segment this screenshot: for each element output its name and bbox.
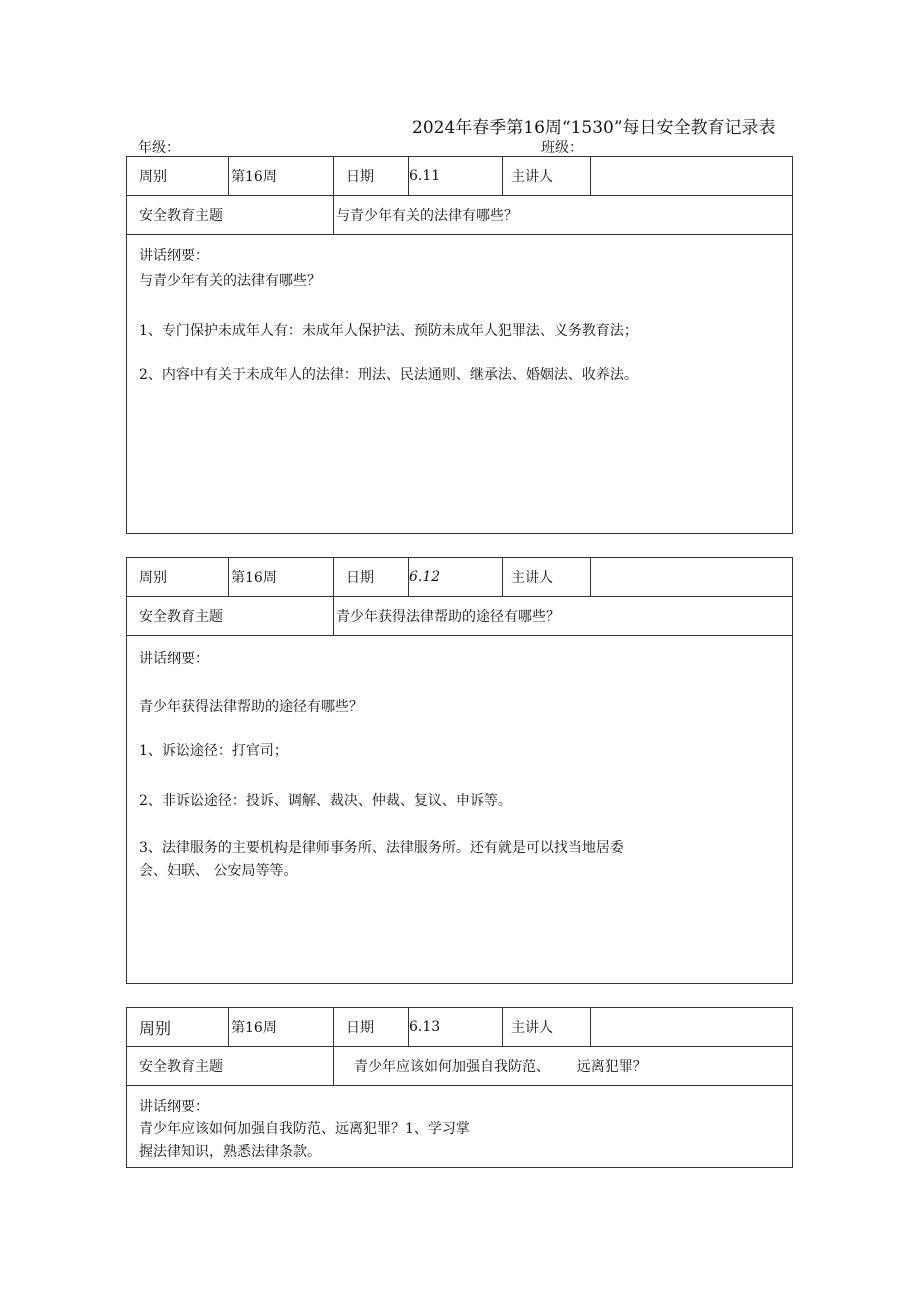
- info-row: [127, 1008, 792, 1047]
- outline-body: [127, 1086, 792, 1160]
- outline-label: 讲话纲要：: [139, 1099, 209, 1115]
- speaker-value: [591, 157, 792, 195]
- outline-line: 1、诉讼途径：打官司；: [139, 743, 288, 759]
- outline-line: 握法律知识，熟悉法律条款。: [139, 1144, 321, 1160]
- outline-line: 2、内容中有关于未成年人的法律：刑法、民法通则、继承法、婚姻法、收养法。: [139, 367, 638, 383]
- outline-line: 与青少年有关的法律有哪些？: [139, 273, 321, 289]
- topic-row: [127, 1047, 792, 1086]
- outline-body: [127, 636, 792, 879]
- week-label: 周别: [127, 1008, 229, 1046]
- outline-line: 1、专门保护未成年人有：未成年人保护法、预防未成年人犯罪法、义务教育法；: [139, 323, 638, 339]
- outline-line: 青少年应该如何加强自我防范、远离犯罪？1、学习掌: [139, 1121, 470, 1137]
- speaker-value: [591, 1008, 792, 1046]
- outline-label: 讲话纲要：: [139, 651, 209, 667]
- topic-label: 安全教育主题: [127, 597, 334, 635]
- speaker-label: 主讲人: [503, 558, 591, 596]
- speaker-label: 主讲人: [503, 1008, 591, 1046]
- topic-row: [127, 597, 792, 636]
- outline-line: 青少年获得法律帮助的途径有哪些？: [139, 699, 363, 715]
- date-value: 6.11: [409, 157, 503, 195]
- topic-label: 安全教育主题: [127, 196, 334, 234]
- week-label: 周别: [127, 157, 229, 195]
- topic-row: [127, 196, 792, 235]
- outline-label: 讲话纲要：: [139, 248, 209, 264]
- page-title: 2024年春季第16周“1530”每日安全教育记录表: [412, 118, 776, 138]
- speaker-label: 主讲人: [503, 157, 591, 195]
- class-label: 班级：: [541, 140, 583, 156]
- date-label: 日期: [334, 1008, 409, 1046]
- date-value: 6.13: [409, 1008, 503, 1046]
- record-table-3: [126, 1007, 793, 1168]
- date-label: 日期: [334, 157, 409, 195]
- record-table-2: [126, 557, 793, 984]
- date-value: 6.12: [409, 558, 503, 596]
- info-row: [127, 558, 792, 597]
- week-value: 第16周: [229, 558, 334, 596]
- record-table-1: [126, 156, 793, 534]
- week-value: 第16周: [229, 157, 334, 195]
- topic-value: 青少年获得法律帮助的途径有哪些？: [336, 609, 560, 625]
- outline-body: [127, 235, 792, 383]
- topic-label: 安全教育主题: [127, 1047, 334, 1085]
- grade-label: 年级：: [138, 140, 180, 156]
- outline-line: 2、非诉讼途径：投诉、调解、裁决、仲裁、复议、申诉等。: [139, 793, 512, 809]
- topic-value: 与青少年有关的法律有哪些？: [336, 208, 518, 224]
- topic-value: 青少年应该如何加强自我防范、 远离犯罪？: [354, 1059, 647, 1075]
- week-label: 周别: [127, 558, 229, 596]
- outline-line: 3、法律服务的主要机构是律师事务所、法律服务所。还有就是可以找当地居委: [139, 840, 624, 856]
- date-label: 日期: [334, 558, 409, 596]
- info-row: [127, 157, 792, 196]
- speaker-value: [591, 558, 792, 596]
- outline-line: 会、妇联、 公安局等等。: [139, 863, 298, 879]
- week-value: 第16周: [229, 1008, 334, 1046]
